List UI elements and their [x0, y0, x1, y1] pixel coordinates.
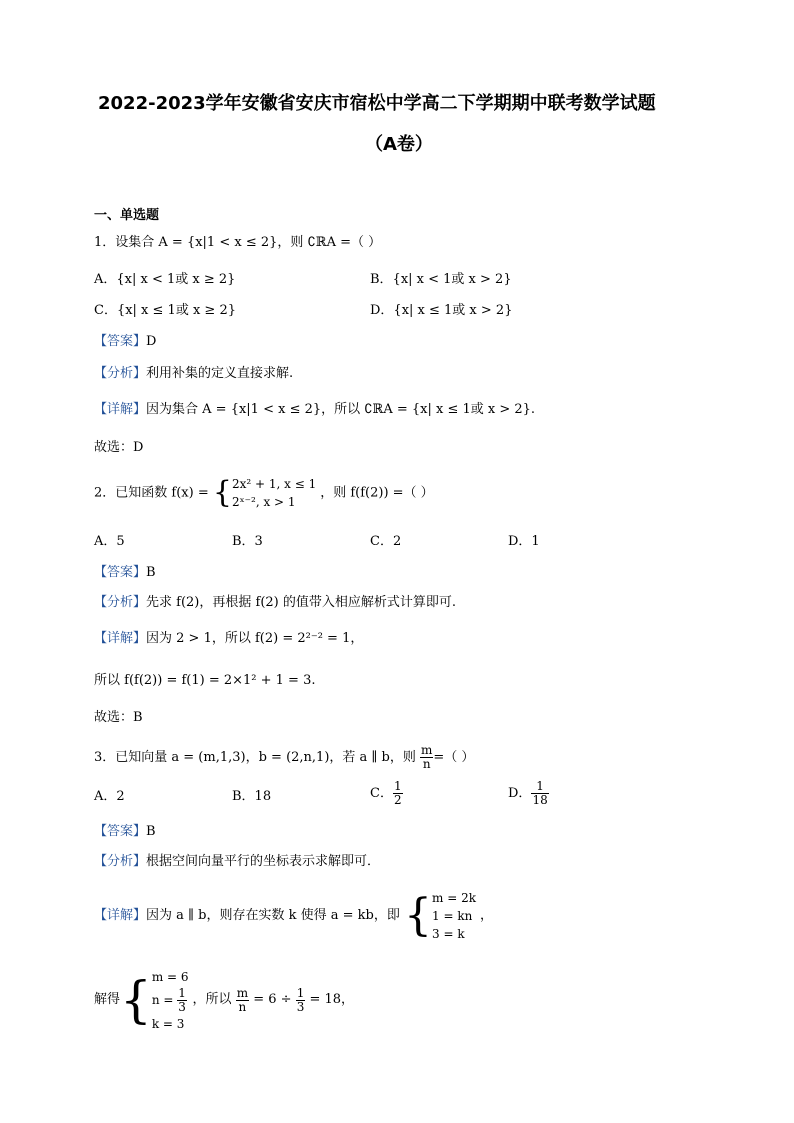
q2-option-c: C．2: [370, 534, 402, 549]
q1-detail: 因为集合 A = {x|1 < x ≤ 2}，所以 ∁ℝA = {x| x ≤ 1或 x > 2}.: [146, 402, 536, 417]
fraction-denominator: n: [422, 757, 431, 771]
q1-conclusion: 故选：D: [94, 440, 144, 455]
q1-option-a: A．{x| x < 1或 x ≥ 2}: [94, 272, 236, 287]
q3-answer-row: [94, 823, 156, 841]
q1-analysis-row: [94, 365, 293, 383]
fraction-numerator: 1: [531, 780, 548, 794]
q3-solution-system: [152, 967, 189, 1034]
q2-stem-end: ，则 f(f(2)) =（ ）: [320, 485, 434, 501]
q2-detail-line2: 所以 f(f(2)) = f(1) = 2×1² + 1 = 3.: [94, 673, 316, 688]
q3-solve-label: 解得: [94, 992, 121, 1007]
fraction-numerator: m: [236, 985, 249, 1000]
fraction-numerator: 1: [393, 779, 402, 793]
q3-answer: B: [146, 824, 156, 839]
q3-stem: [94, 744, 474, 772]
q2-stem: [94, 475, 434, 512]
solution-line: [152, 987, 189, 1014]
detail-tag: 【详解】: [94, 402, 147, 417]
q3-solve-eq: = 6 ÷: [253, 992, 292, 1007]
answer-tag: 【答案】: [94, 565, 147, 580]
q3-analysis-row: [94, 853, 380, 871]
q3-option-a: A．2: [94, 789, 125, 804]
fraction-denominator: 3: [178, 999, 186, 1014]
fraction-denominator: n: [238, 999, 247, 1014]
q2-answer-row: [94, 564, 156, 582]
q2-case-1: 2x² + 1, x ≤ 1: [231, 477, 317, 491]
q2-detail-row: [94, 630, 363, 648]
q1-analysis: 利用补集的定义直接求解.: [146, 366, 294, 381]
q1-option-b: B．{x| x < 1或 x > 2}: [370, 272, 512, 287]
q3-third-fraction: [296, 987, 306, 1014]
analysis-tag: 【分析】: [94, 854, 147, 869]
q3-option-d-fraction: [531, 780, 548, 807]
q2-conclusion: 故选：B: [94, 710, 143, 725]
left-brace-icon: {: [120, 971, 152, 1029]
punctuation: ，: [479, 908, 493, 923]
q3-option-b: B．18: [232, 789, 272, 804]
system-line: 1 = kn: [432, 909, 473, 923]
q3-solve-end: = 18，: [309, 992, 355, 1007]
q3-solve-mid: ，所以: [192, 992, 232, 1007]
q3-system: [432, 889, 476, 943]
detail-tag: 【详解】: [94, 908, 147, 923]
left-brace-icon: {: [212, 475, 232, 510]
system-line: m = 2k: [432, 891, 476, 905]
q2-detail: 因为 2 > 1，所以 f(2) = 2²⁻² = 1，: [146, 631, 364, 646]
q3-detail: 因为 a ∥ b，则存在实数 k 使得 a = kb，即: [146, 908, 400, 923]
page-subtitle: （A卷）: [365, 134, 433, 155]
analysis-tag: 【分析】: [94, 595, 147, 610]
fraction-numerator: m: [421, 743, 433, 757]
solution-fraction: [177, 987, 187, 1014]
section-heading: 一、单选题: [94, 208, 160, 223]
analysis-tag: 【分析】: [94, 366, 147, 381]
option-label: D．: [508, 786, 532, 801]
option-label: C．: [370, 786, 393, 801]
answer-tag: 【答案】: [94, 824, 147, 839]
q3-solution-row: [94, 962, 354, 1038]
q3-detail-row: [94, 888, 493, 944]
q3-option-c-fraction: [393, 780, 403, 807]
page-title: 2022-2023学年安徽省安庆市宿松中学高二下学期期中联考数学试题: [98, 93, 656, 114]
q3-stem-end: =（ ）: [433, 750, 475, 765]
system-line: 3 = k: [432, 927, 465, 941]
detail-tag: 【详解】: [94, 631, 147, 646]
q3-option-d: [508, 780, 549, 807]
left-brace-icon: {: [404, 890, 433, 941]
q2-option-b: B．3: [232, 534, 263, 549]
solution-line: k = 3: [151, 1016, 185, 1031]
q3-option-c: [370, 780, 403, 807]
q3-analysis: 根据空间向量平行的坐标表示求解即可．: [146, 854, 381, 869]
q1-answer: D: [146, 334, 157, 349]
q3-ratio-fraction: [236, 987, 249, 1014]
q2-option-d: D．1: [508, 534, 540, 549]
q1-stem: 1．设集合 A = {x|1 < x ≤ 2}，则 ∁ℝA =（ ）: [94, 235, 382, 250]
q3-stem-text: 3．已知向量 a = (m,1,3)，b = (2,n,1)，若 a ∥ b，则: [94, 750, 416, 765]
q3-fraction: [420, 744, 433, 771]
fraction-denominator: 2: [393, 793, 402, 807]
fraction-denominator: 3: [296, 999, 305, 1014]
q1-option-c: C．{x| x ≤ 1或 x ≥ 2}: [94, 303, 236, 318]
q1-detail-row: [94, 401, 535, 419]
q2-stem-start: 2．已知函数 f(x) =: [94, 485, 209, 501]
fraction-numerator: 1: [178, 985, 186, 1000]
q2-piecewise: [232, 475, 316, 511]
q2-analysis-row: [94, 594, 456, 612]
fraction-numerator: 1: [296, 985, 305, 1000]
solution-n-label: n =: [151, 992, 174, 1007]
q2-case-2: 2ˣ⁻², x > 1: [231, 495, 296, 509]
q1-answer-row: [94, 333, 156, 351]
fraction-denominator: 18: [532, 793, 548, 807]
q2-analysis: 先求 f(2)，再根据 f(2) 的值带入相应解析式计算即可.: [146, 595, 456, 610]
q2-option-a: A．5: [94, 534, 125, 549]
q1-option-d: D．{x| x ≤ 1或 x > 2}: [370, 303, 513, 318]
solution-line: m = 6: [151, 969, 189, 984]
answer-tag: 【答案】: [94, 334, 147, 349]
q2-answer: B: [146, 565, 156, 580]
